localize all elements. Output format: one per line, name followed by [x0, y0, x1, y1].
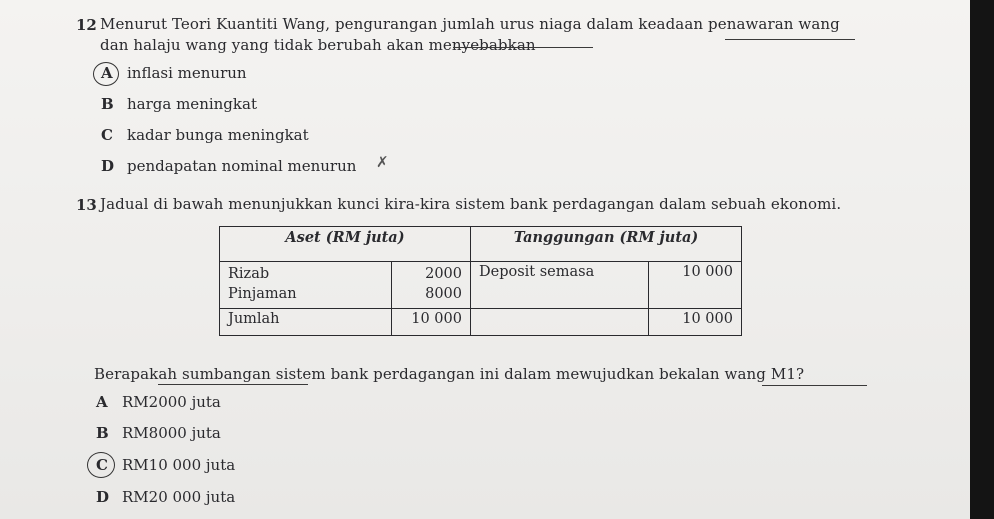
q13-option-a[interactable]	[96, 393, 221, 411]
asset-header: Aset (RM juta)	[220, 227, 471, 262]
liability-header: Tanggungan (RM juta)	[471, 227, 742, 262]
question-12-stem-line2: dan halaju wang yang tidak berubah akan menyebabkan	[100, 36, 536, 54]
liability-item: Deposit semasa	[479, 264, 595, 280]
question-13-prompt: Berapakah sumbangan sistem bank perdagangan ini dalam mewujudkan bekalan wang M1?	[94, 365, 805, 383]
asset-item-rizab: Rizab	[228, 266, 270, 282]
option-text: kadar bunga meningkat	[127, 126, 309, 144]
balance-sheet-table	[219, 226, 742, 336]
q13-option-b[interactable]	[96, 424, 221, 442]
option-letter: B	[101, 95, 114, 113]
option-letter: C	[96, 456, 108, 474]
empty-cell	[471, 309, 649, 336]
option-text: RM8000 juta	[122, 424, 221, 442]
total-label-cell: Jumlah	[220, 309, 392, 336]
option-text: RM10 000 juta	[122, 456, 236, 474]
liability-item-cell	[471, 262, 649, 309]
pen-underline	[762, 385, 867, 386]
option-text: inflasi menurun	[127, 64, 247, 82]
option-letter: D	[96, 488, 110, 506]
q12-option-d[interactable]	[101, 157, 356, 175]
q12-option-c[interactable]	[101, 126, 309, 144]
liability-value-cell	[649, 262, 742, 309]
option-text: harga meningkat	[127, 95, 257, 113]
page-edge-shadow	[970, 0, 994, 519]
total-assets-cell: 10 000	[391, 309, 470, 336]
asset-item-pinjaman: Pinjaman	[228, 286, 297, 302]
q13-option-c[interactable]	[96, 456, 235, 474]
option-letter: A	[96, 393, 108, 411]
question-13-number: 13	[76, 196, 97, 214]
option-text: RM20 000 juta	[122, 488, 236, 506]
cross-mark-icon: ✗	[376, 153, 389, 171]
question-12-number: 12	[76, 16, 97, 34]
option-letter: C	[101, 126, 113, 144]
total-liabilities-cell: 10 000	[649, 309, 742, 336]
liability-value: 10 000	[682, 264, 733, 280]
q12-option-b[interactable]	[101, 95, 257, 113]
option-letter: A	[101, 64, 113, 82]
pen-underline	[725, 39, 855, 40]
option-letter: D	[101, 157, 115, 175]
asset-value-rizab: 2000	[425, 266, 462, 282]
asset-values-cell	[391, 262, 470, 309]
asset-items-cell	[220, 262, 392, 309]
pen-underline	[158, 384, 308, 385]
question-13-stem: Jadual di bawah menunjukkan kunci kira-kira sistem bank perdagangan dalam sebuah ekonomi.	[100, 195, 842, 213]
asset-value-pinjaman: 8000	[425, 286, 462, 302]
question-12-stem-line1: Menurut Teori Kuantiti Wang, pengurangan jumlah urus niaga dalam keadaan penawaran wang	[100, 15, 840, 33]
pen-underline	[453, 47, 593, 48]
q12-option-a[interactable]	[101, 64, 247, 82]
option-text: pendapatan nominal menurun	[127, 157, 357, 175]
option-text: RM2000 juta	[122, 393, 221, 411]
q13-option-d[interactable]	[96, 488, 235, 506]
option-letter: B	[96, 424, 109, 442]
